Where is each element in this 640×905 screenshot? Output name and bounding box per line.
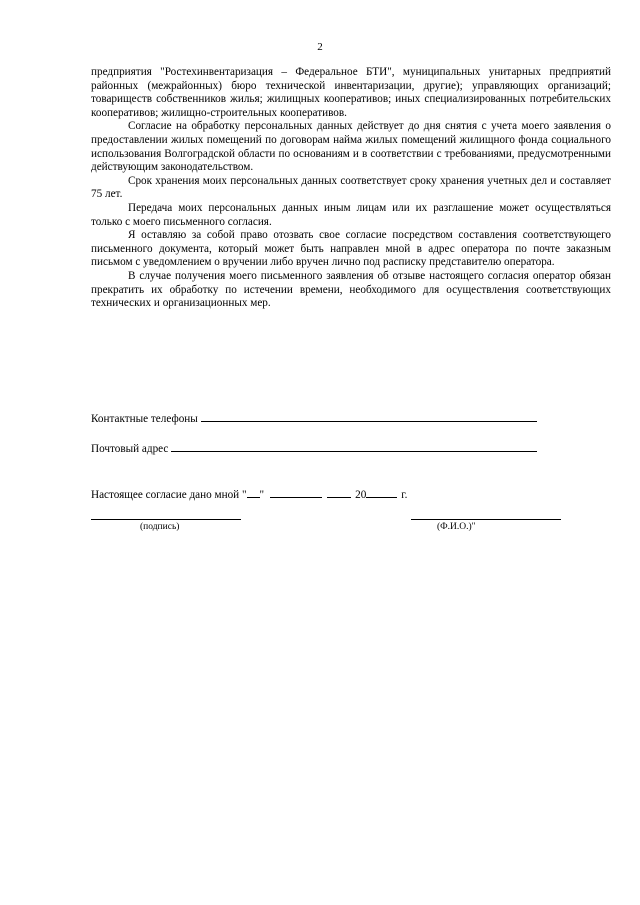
month-field[interactable]	[270, 486, 322, 498]
extra-field[interactable]	[327, 486, 351, 498]
paragraph-revocation-effect: В случае получения моего письменного заявления об отзыве настоящего согласия оператор обязан прекратить их обработку по истечении времени, необходимого для осуществления соответствующих технических и организационных мер.	[91, 269, 611, 310]
phones-field[interactable]	[201, 410, 537, 422]
consent-date-row	[91, 486, 407, 502]
address-field[interactable]	[171, 440, 537, 452]
paragraph-validity: Согласие на обработку персональных данных действует до дня снятия с учета моего заявления о предоставлении жилых помещений по договорам найма жилых помещений жилищного фонда социального использования Волгоградской области по основаниям и в соответствии с требованиями, предусмотренными действующим законодательством.	[91, 120, 611, 174]
full-name-line[interactable]	[411, 518, 561, 520]
year-field[interactable]	[366, 486, 397, 498]
page-number: 2	[317, 41, 323, 53]
consent-date-prefix: Настоящее согласие дано мной "	[91, 489, 247, 501]
phones-row	[91, 410, 537, 426]
paragraph-continuation: предприятия "Ростехинвентаризация – Федеральное БТИ", муниципальных унитарных предприятий районных (межрайонных) бюро технической инвентаризации, другие); управляющих организаций; товариществ собственников жилья; жилищных кооперативов; иных специализированных потребительских кооперативов; жилищно-строительных кооперативов.	[91, 66, 611, 119]
consent-quote-close: "	[259, 489, 265, 501]
address-label: Почтовый адрес	[91, 443, 169, 455]
signature-caption: (подпись)	[140, 522, 180, 532]
address-row	[91, 440, 537, 456]
signature-line[interactable]	[91, 518, 241, 520]
paragraph-storage-term: Срок хранения моих персональных данных соответствует сроку хранения учетных дел и составляет 75 лет.	[91, 174, 611, 201]
consent-body	[91, 66, 611, 311]
paragraph-revocation-right: Я оставляю за собой право отозвать свое согласие посредством составления соответствующего письменного документа, который может быть направлен мной в адрес оператора по почте заказным письмом с уведомлением о вручении либо вручен лично под расписку представителю оператора.	[91, 229, 611, 269]
day-field[interactable]	[247, 486, 260, 498]
phones-label: Контактные телефоны	[91, 413, 198, 425]
full-name-caption: (Ф.И.О.)"	[437, 522, 476, 532]
year-prefix: 20	[355, 489, 367, 501]
paragraph-disclosure: Передача моих персональных данных иным лицам или их разглашение может осуществляться только с моего письменного согласия.	[91, 201, 611, 228]
year-suffix: г.	[401, 489, 408, 501]
